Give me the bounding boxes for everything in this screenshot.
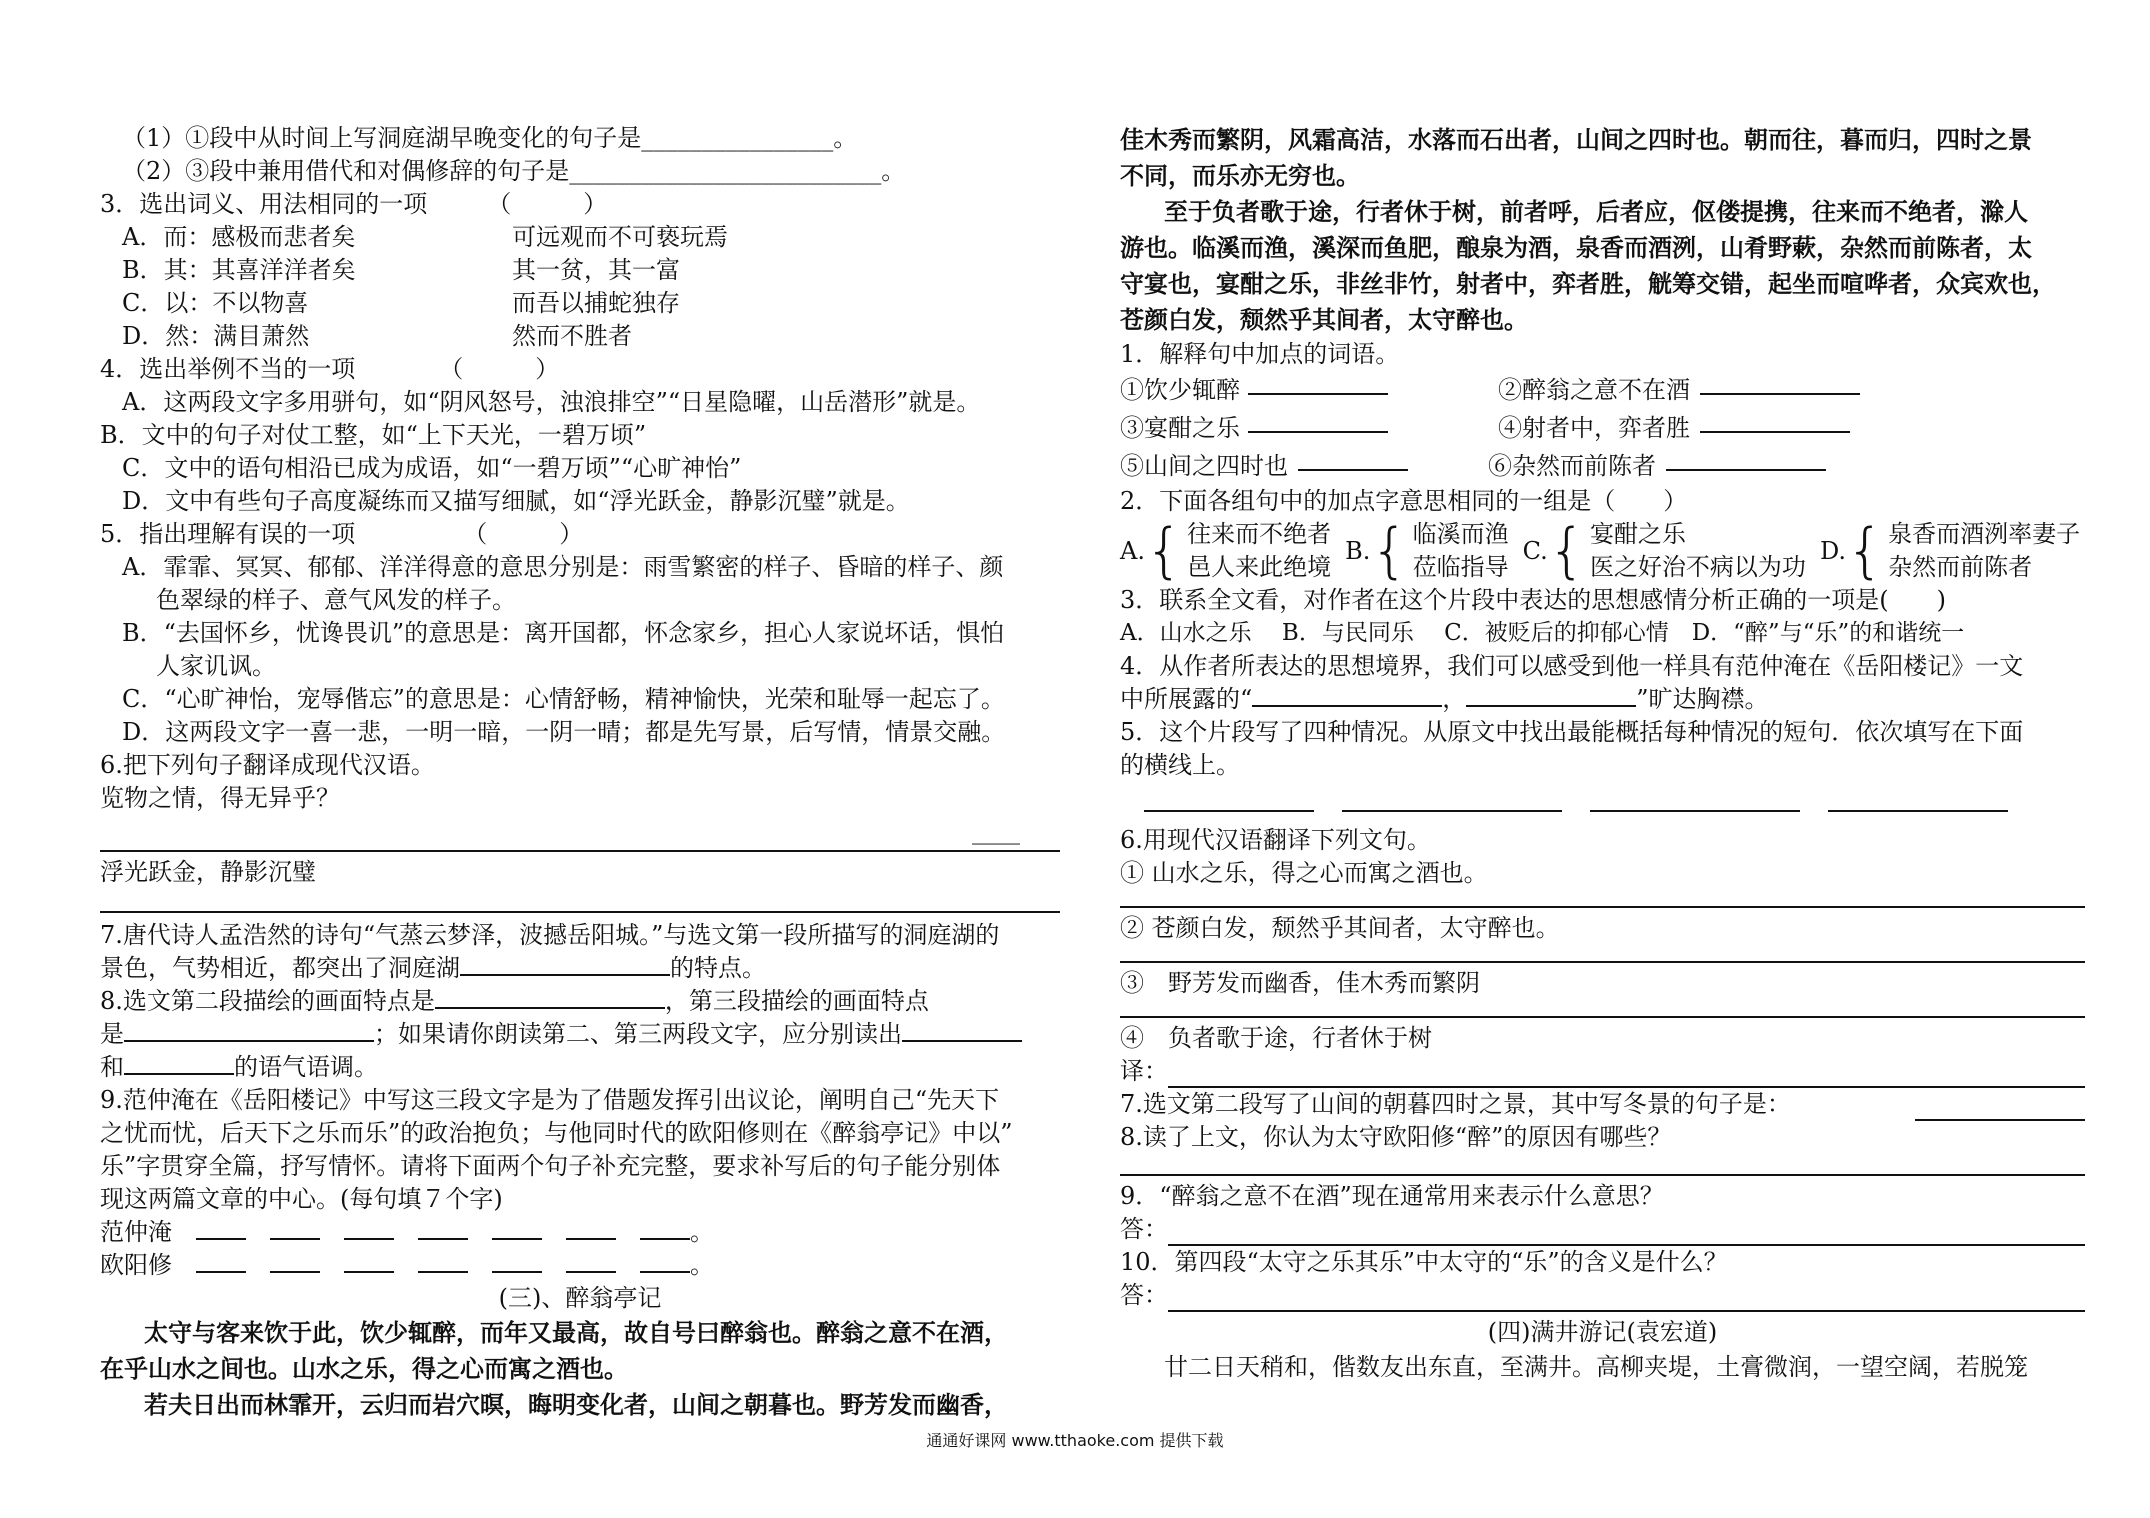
q6-sentence-b: 浮光跃金，静影沉璧 bbox=[100, 858, 316, 886]
q9-line3: 乐”字贯穿全篇，抒写情怀。请将下面两个句子补充完整，要求补写后的句子能分别体 bbox=[100, 1152, 1001, 1180]
q3-option-b: B．其：其喜洋洋者矣 其一贫，其一富 bbox=[122, 256, 680, 284]
answer-line[interactable] bbox=[100, 909, 1060, 913]
blank-field[interactable] bbox=[1252, 683, 1442, 707]
r5-line1: 5．这个片段写了四种情况。从原文中找出最能概括每种情况的短句．依次填写在下面 bbox=[1120, 718, 2024, 746]
passage-p3-line1: 至于负者歌于途，行者休于树，前者呼，后者应，伛偻提携，往来而不绝者，滁人 bbox=[1164, 197, 2028, 226]
answer-line[interactable] bbox=[1168, 1064, 2085, 1088]
q9-fill-ouyang: 欧阳修 。 bbox=[100, 1251, 714, 1279]
q4-option-d: D．文中有些句子高度凝练而又描写细腻，如“浮光跃金，静影沉璧”就是。 bbox=[122, 487, 910, 515]
blank-field[interactable] bbox=[640, 1216, 690, 1240]
q6-a-tail: ____ bbox=[972, 817, 1020, 845]
section-4-title: (四)满井游记(袁宏道) bbox=[1487, 1318, 1718, 1346]
q5-option-a-line2: 色翠绿的样子、意气风发的样子。 bbox=[156, 586, 516, 614]
blank-field[interactable] bbox=[270, 1249, 320, 1273]
r2-options bbox=[1120, 518, 2085, 584]
q9-line4: 现这两篇文章的中心。(每句填７个字) bbox=[100, 1185, 503, 1213]
blank-field[interactable] bbox=[492, 1216, 542, 1240]
r6-sentence-4: ④ 负者歌于途，行者休于树 bbox=[1120, 1024, 1432, 1052]
r2-title: 2．下面各组句中的加点字意思相同的一组是（ ） bbox=[1120, 487, 1688, 515]
passage-p1-line2: 在乎山水之间也。山水之乐，得之心而寓之酒也。 bbox=[100, 1354, 628, 1383]
q5-option-d: D．这两段文字一喜一悲，一明一暗，一阴一晴；都是先写景，后写情，情景交融。 bbox=[122, 718, 1006, 746]
q8-line1: 8.选文第二段描绘的画面特点是 ，第三段描绘的画面特点 bbox=[100, 987, 929, 1015]
q5-option-a-line1: A．霏霏、冥冥、郁郁、洋洋得意的意思分别是：雨雪繁密的样子、昏暗的样子、颜 bbox=[122, 553, 1004, 581]
q5-title: 5．指出理解有误的一项 （ ） bbox=[100, 520, 584, 548]
q5-option-c: C．“心旷神怡，宠辱偕忘”的意思是：心情舒畅，精神愉快，光荣和耻辱一起忘了。 bbox=[122, 685, 1005, 713]
r10-title: 10．第四段“太守之乐其乐”中太守的“乐”的含义是什么？ bbox=[1120, 1248, 1728, 1276]
q5-option-b-line1: B．“去国怀乡，忧谗畏讥”的意思是：离开国都，怀念家乡，担心人家说坏话，惧怕 bbox=[122, 619, 1005, 647]
section-3-title: (三)、醉翁亭记 bbox=[498, 1284, 662, 1312]
blank-field[interactable] bbox=[1144, 788, 1314, 812]
blank-field[interactable] bbox=[418, 1216, 468, 1240]
r4-line2: 中所展露的“ ， ”旷达胸襟。 bbox=[1120, 685, 1769, 713]
answer-line[interactable] bbox=[1168, 1288, 2085, 1312]
r6-sentence-1: ① 山水之乐，得之心而寓之酒也。 bbox=[1120, 859, 1488, 887]
blank-field[interactable] bbox=[1700, 409, 1850, 433]
answer-line[interactable] bbox=[1120, 904, 2085, 908]
blank-field[interactable] bbox=[196, 1216, 246, 1240]
left-column bbox=[100, 122, 1060, 1423]
q4-option-a: A．这两段文字多用骈句，如“阴风怒号，浊浪排空”“日星隐曜，山岳潜形”就是。 bbox=[122, 388, 981, 416]
answer-line[interactable] bbox=[1120, 1014, 2085, 1018]
q7-line1: 7.唐代诗人孟浩然的诗句“气蒸云梦泽，波撼岳阳城。”与选文第一段所描写的洞庭湖的 bbox=[100, 921, 1000, 949]
q8-line3: 和 的语气语调。 bbox=[100, 1053, 378, 1081]
r1-row-2: ③宴酣之乐 ④射者中，弈者胜 bbox=[1120, 409, 2085, 447]
r1-title: 1．解释句中加点的词语。 bbox=[1120, 340, 1400, 368]
r7-line: 7.选文第二段写了山间的朝暮四时之景，其中写冬景的句子是： bbox=[1120, 1088, 2085, 1121]
blank-field[interactable] bbox=[1248, 409, 1388, 433]
blank-field[interactable] bbox=[1248, 371, 1388, 395]
r6-title: 6.用现代汉语翻译下列文句。 bbox=[1120, 826, 1431, 854]
r4-line1: 4．从作者所表达的思想境界，我们可以感受到他一样具有范仲淹在《岳阳楼记》一文 bbox=[1120, 652, 2024, 680]
passage-p1-line1: 太守与客来饮于此，饮少辄醉，而年又最高，故自号曰醉翁也。醉翁之意不在酒， bbox=[144, 1318, 1008, 1347]
q9-line2: 之忧而忧，后天下之乐而乐”的政治抱负；与他同时代的欧阳修则在《醉翁亭记》中以” bbox=[100, 1119, 1013, 1147]
q5-option-b-line2: 人家讥讽。 bbox=[156, 652, 276, 680]
r10-answer: 答： bbox=[1120, 1279, 2085, 1312]
r6-sentence-3: ③ 野芳发而幽香，佳木秀而繁阴 bbox=[1120, 969, 1480, 997]
q2-sub2: （2）③段中兼用借代和对偶修辞的句子是__________________________。 bbox=[122, 157, 906, 185]
footer-credit: 通通好课网 www.tthaoke.com 提供下载 bbox=[926, 1431, 1224, 1450]
q8-line2: 是 ；如果请你朗读第二、第三两段文字，应分别读出 bbox=[100, 1018, 1060, 1051]
answer-line[interactable] bbox=[1120, 959, 2085, 963]
passage-p2-line3: 不同，而乐亦无穷也。 bbox=[1120, 161, 1360, 190]
blank-field[interactable] bbox=[566, 1216, 616, 1240]
blank-field[interactable] bbox=[1466, 683, 1636, 707]
passage-p2-line2: 佳木秀而繁阴，风霜高洁，水落而石出者，山间之四时也。朝而往，暮而归，四时之景 bbox=[1120, 125, 2032, 154]
blank-field[interactable] bbox=[902, 1018, 1022, 1042]
blank-field[interactable] bbox=[1666, 447, 1826, 471]
blank-field[interactable] bbox=[196, 1249, 246, 1273]
passage-p3-line3: 守宴也，宴酣之乐，非丝非竹，射者中，弈者胜，觥筹交错，起坐而喧哗者，众宾欢也， bbox=[1120, 269, 2056, 298]
passage-4-line1: 廿二日天稍和，偕数友出东直，至满井。高柳夹堤，土膏微润，一望空阔，若脱笼 bbox=[1164, 1353, 2028, 1381]
q4-option-c: C．文中的语句相沿已成为成语，如“一碧万顷”“心旷神怡” bbox=[122, 454, 742, 482]
r2-option-a: A. { 往来而不绝者 邑人来此绝境 bbox=[1120, 516, 1332, 586]
blank-field[interactable] bbox=[640, 1249, 690, 1273]
blank-field[interactable] bbox=[344, 1249, 394, 1273]
r5-blanks bbox=[1144, 782, 2085, 812]
passage-p2-line1: 若夫日出而林霏开，云归而岩穴暝，晦明变化者，山间之朝暮也。野芳发而幽香， bbox=[144, 1390, 1008, 1419]
answer-line[interactable] bbox=[1120, 1172, 2085, 1176]
r9-answer: 答： bbox=[1120, 1213, 2085, 1246]
blank-field[interactable] bbox=[566, 1249, 616, 1273]
blank-field[interactable] bbox=[460, 952, 670, 976]
q4-option-b: B．文中的句子对仗工整，如“上下天光，一碧万顷” bbox=[100, 421, 647, 449]
r1-row-1: ①饮少辄醉 ②醉翁之意不在酒 bbox=[1120, 371, 2085, 409]
q7-line2: 景色，气势相近，都突出了洞庭湖 的特点。 bbox=[100, 954, 766, 982]
answer-line[interactable] bbox=[100, 848, 1060, 852]
q4-title: 4．选出举例不当的一项 （ ） bbox=[100, 355, 560, 383]
r2-option-b: B. { 临溪而渔 莅临指导 bbox=[1345, 516, 1509, 586]
q2-sub1: （1）①段中从时间上写洞庭湖早晚变化的句子是________________。 bbox=[122, 124, 858, 152]
blank-field[interactable] bbox=[1828, 788, 2008, 812]
blank-field[interactable] bbox=[270, 1216, 320, 1240]
blank-field[interactable] bbox=[1298, 447, 1408, 471]
r3-options: A．山水之乐 B．与民同乐 C．被贬后的抑郁心情 D．“醉”与“乐”的和谐统一 bbox=[1120, 620, 1965, 646]
blank-field[interactable] bbox=[418, 1249, 468, 1273]
q9-line1: 9.范仲淹在《岳阳楼记》中写这三段文字是为了借题发挥引出议论，阐明自己“先天下 bbox=[100, 1086, 1000, 1114]
blank-field[interactable] bbox=[1700, 371, 1860, 395]
right-column bbox=[1120, 122, 2085, 1385]
r6-translation-line: 译： bbox=[1120, 1055, 2085, 1088]
r9-title: 9．“醉翁之意不在酒”现在通常用来表示什么意思？ bbox=[1120, 1182, 1664, 1210]
blank-field[interactable] bbox=[344, 1216, 394, 1240]
q3-title: 3．选出词义、用法相同的一项 （ ） bbox=[100, 190, 608, 218]
q3-option-a: A．而：感极而悲者矣 可远观而不可亵玩焉 bbox=[122, 223, 728, 251]
passage-p3-line4: 苍颜白发，颓然乎其间者，太守醉也。 bbox=[1120, 305, 1528, 334]
r5-line2: 的横线上。 bbox=[1120, 751, 1240, 779]
blank-field[interactable] bbox=[124, 1051, 234, 1075]
r3-title: 3．联系全文看，对作者在这个片段中表达的思想感情分析正确的一项是( ) bbox=[1120, 586, 1946, 614]
answer-line[interactable] bbox=[1168, 1222, 2085, 1246]
q6-title: 6.把下列句子翻译成现代汉语。 bbox=[100, 751, 435, 779]
passage-p3-line2: 游也。临溪而渔，溪深而鱼肥，酿泉为酒，泉香而酒洌，山肴野蔌，杂然而前陈者，太 bbox=[1120, 233, 2032, 262]
q3-option-c: C．以：不以物喜 而吾以捕蛇独存 bbox=[122, 289, 680, 317]
r1-row-3: ⑤山间之四时也 ⑥杂然而前陈者 bbox=[1120, 447, 2085, 485]
blank-field[interactable] bbox=[1590, 788, 1800, 812]
r2-option-c: C. { 宴酣之乐 医之好治不病以为功 bbox=[1522, 516, 1806, 586]
blank-field[interactable] bbox=[124, 1018, 374, 1042]
q6-sentence-a: 览物之情，得无异乎？ bbox=[100, 784, 340, 812]
q3-option-d: D．然：满目萧然 然而不胜者 bbox=[122, 322, 632, 350]
blank-field[interactable] bbox=[435, 985, 665, 1009]
blank-field[interactable] bbox=[492, 1249, 542, 1273]
blank-field[interactable] bbox=[1342, 788, 1562, 812]
r2-option-d: D. { 泉香而酒洌率妻子 杂然而前陈者 bbox=[1819, 516, 2081, 586]
q9-fill-fan: 范仲淹 。 bbox=[100, 1218, 714, 1246]
blank-field[interactable] bbox=[1915, 1097, 2085, 1121]
r6-sentence-2: ② 苍颜白发，颓然乎其间者，太守醉也。 bbox=[1120, 914, 1560, 942]
r8-title: 8.读了上文，你认为太守欧阳修“醉”的原因有哪些？ bbox=[1120, 1123, 1672, 1151]
